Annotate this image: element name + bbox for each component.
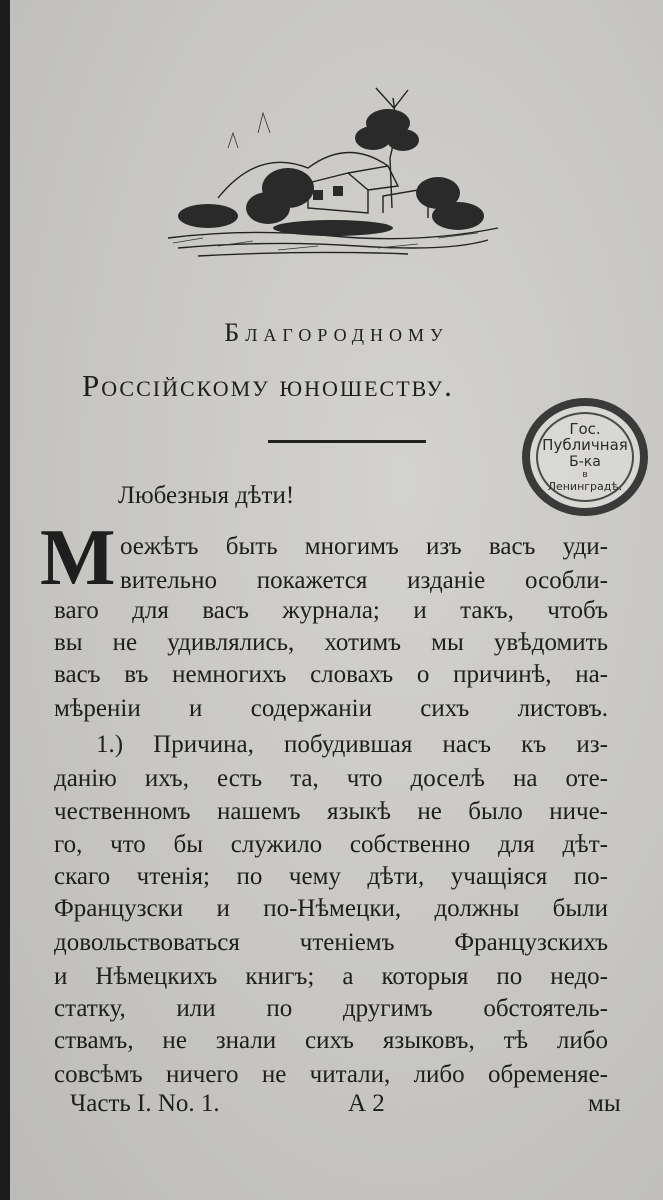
body-text-line: Французски и по-Нѣмецки, должны были (54, 895, 608, 922)
body-text-line: го, что бы служило собственно для дѣт- (54, 831, 608, 858)
stamp-text: Ленинградѣ. (547, 480, 623, 493)
body-text-line: ваго для васъ журнала; и такъ, чтобъ (54, 597, 608, 624)
body-text-line: совсѣмъ ничего не читали, либо обременяе- (54, 1061, 608, 1088)
catchword: мы (588, 1090, 621, 1117)
title-divider-rule (268, 440, 426, 443)
sheet-mark: А 2 (348, 1090, 385, 1117)
landscape-vignette-illustration (158, 78, 508, 268)
body-text-line: васъ въ немногихъ словахъ о причинѣ, на- (54, 661, 608, 688)
greeting-salutation: Любезныя дѣти! (118, 482, 295, 509)
body-text-line: и Нѣмецкихъ книгъ; а которыя по недо- (54, 963, 608, 990)
body-text-line: ствамъ, не знали сихъ языковъ, тѣ либо (54, 1027, 608, 1054)
body-text-line: вы не удивлялись, хотимъ мы увѣдомить (54, 629, 608, 656)
body-text-line: мѣреніи и содержаніи сихъ листовъ. (54, 695, 608, 722)
body-text-line: чественномъ нашемъ языкѣ не было ниче- (54, 798, 608, 825)
stamp-text: Б-ка (569, 454, 601, 470)
drop-cap-initial: М (40, 514, 116, 602)
page-signature: Часть I. No. 1. (70, 1090, 220, 1117)
body-text-line: скаго чтенія; по чему дѣти, учащіяся по- (54, 863, 608, 890)
body-text-line: 1.) Причина, побудившая насъ къ из- (96, 731, 608, 758)
stamp-text: в (582, 470, 588, 480)
library-stamp (522, 398, 648, 516)
dedication-title-line1: Благородному (224, 318, 449, 347)
book-page (10, 0, 663, 1200)
dedication-title-line2: Россійскому юношеству. (82, 368, 454, 403)
body-text-line: вительно покажется изданіе особли- (120, 567, 608, 594)
body-text-line: данію ихъ, есть та, что доселѣ на оте- (54, 765, 608, 792)
body-text-line: статку, или по другимъ обстоятель- (54, 995, 608, 1022)
stamp-text: Публичная (542, 436, 628, 454)
body-text-line: оежѣтъ быть многимъ изъ васъ уди- (120, 533, 608, 560)
body-text-line: довольствоваться чтеніемъ Французскихъ (54, 929, 608, 956)
stamp-text: Гос. (569, 420, 601, 438)
